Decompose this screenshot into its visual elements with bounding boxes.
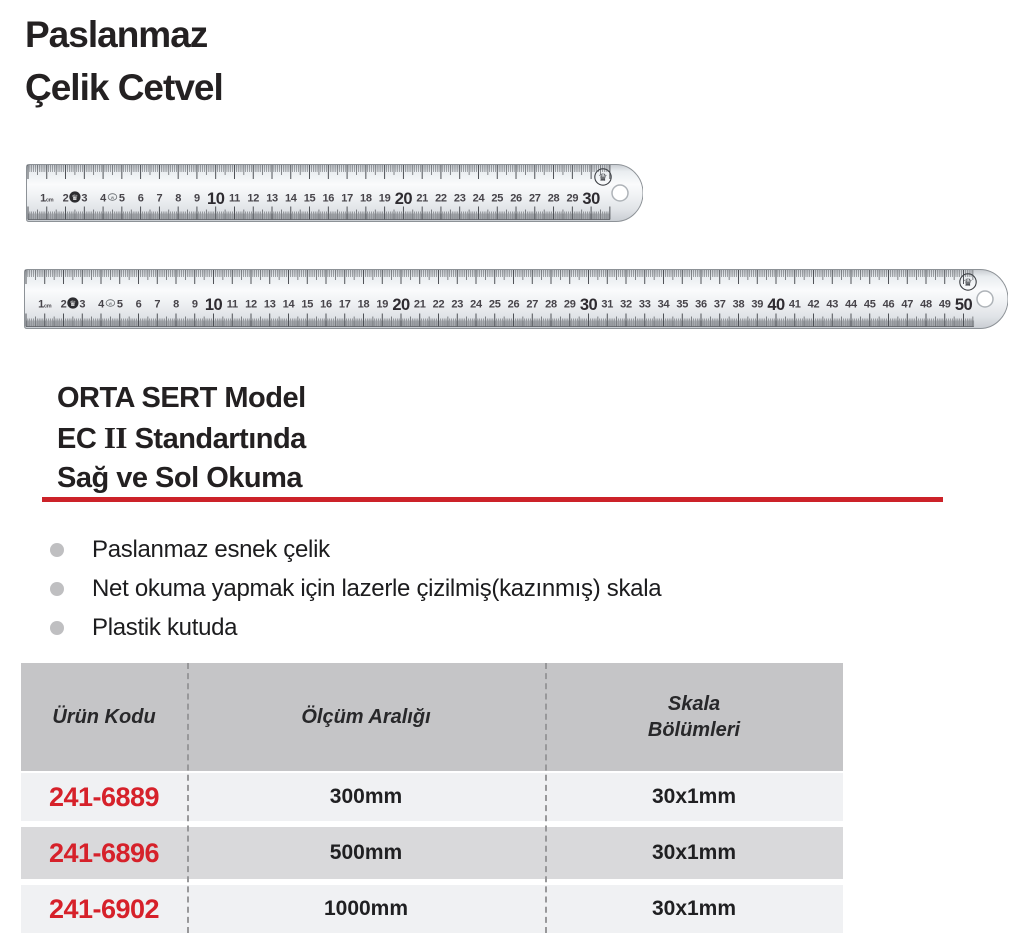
svg-text:11: 11 <box>226 298 238 311</box>
svg-text:22: 22 <box>435 192 447 205</box>
feature-list <box>50 537 661 654</box>
svg-text:16: 16 <box>322 192 335 205</box>
brand-logo-small <box>69 191 80 202</box>
scale-division: 30x1mm <box>651 841 737 864</box>
svg-text:25: 25 <box>491 192 504 205</box>
product-code: 241-6889 <box>48 781 160 812</box>
svg-text:7: 7 <box>156 192 163 205</box>
svg-text:5: 5 <box>116 298 123 311</box>
svg-text:w: w <box>110 195 115 201</box>
svg-text:8: 8 <box>175 192 182 205</box>
svg-text:35: 35 <box>676 298 689 311</box>
ruler-50cm-image <box>23 268 1008 330</box>
feature-text: Net okuma yapmak için lazerle çizilmiş(kazınmış) skala <box>92 574 662 602</box>
svg-text:♛: ♛ <box>69 298 77 308</box>
scale-division: 30x1mm <box>651 785 737 808</box>
table-row <box>21 885 843 933</box>
svg-text:25: 25 <box>488 298 501 311</box>
svg-text:♛: ♛ <box>71 192 79 202</box>
svg-text:28: 28 <box>547 192 560 205</box>
scale-division: 30x1mm <box>651 897 737 920</box>
hanging-hole <box>977 291 993 307</box>
svg-text:45: 45 <box>863 298 876 311</box>
column-header-product-code: Ürün Kodu <box>52 706 156 728</box>
feature-text: Paslanmaz esnek çelik <box>92 535 330 563</box>
svg-text:24: 24 <box>470 298 482 311</box>
page-title-line2: Çelik Cetvel <box>25 67 223 108</box>
page-title <box>25 8 223 114</box>
svg-text:43: 43 <box>826 298 839 311</box>
svg-text:20: 20 <box>394 190 413 208</box>
product-table <box>21 663 843 933</box>
svg-text:2: 2 <box>62 192 69 205</box>
svg-text:5: 5 <box>118 192 125 205</box>
svg-text:♛: ♛ <box>963 276 973 289</box>
brand-logo-small <box>67 297 78 308</box>
list-item <box>50 537 661 562</box>
svg-text:50: 50 <box>954 296 973 314</box>
svg-text:10: 10 <box>204 296 223 314</box>
svg-text:47: 47 <box>901 298 914 311</box>
column-divider <box>545 663 547 933</box>
svg-text:3: 3 <box>79 298 86 311</box>
svg-text:46: 46 <box>882 298 895 311</box>
svg-text:17: 17 <box>338 298 351 311</box>
svg-text:15: 15 <box>301 298 314 311</box>
svg-text:16: 16 <box>320 298 332 311</box>
svg-text:6: 6 <box>135 298 142 311</box>
svg-text:21: 21 <box>416 192 428 205</box>
svg-text:23: 23 <box>453 192 466 205</box>
svg-text:23: 23 <box>451 298 464 311</box>
feature-text: Plastik kutuda <box>92 613 238 641</box>
svg-text:49: 49 <box>938 298 951 311</box>
svg-text:39: 39 <box>751 298 764 311</box>
svg-text:10: 10 <box>207 190 225 208</box>
svg-text:21: 21 <box>413 298 426 311</box>
svg-text:♛: ♛ <box>598 171 608 184</box>
svg-text:7: 7 <box>154 298 161 311</box>
svg-text:w: w <box>108 301 113 307</box>
list-item <box>50 615 661 640</box>
column-header-scale-divisions <box>545 691 843 743</box>
svg-text:2: 2 <box>60 298 67 311</box>
svg-text:34: 34 <box>657 298 670 311</box>
product-code: 241-6902 <box>48 893 160 924</box>
svg-text:20: 20 <box>392 296 410 314</box>
svg-text:31: 31 <box>601 298 614 311</box>
page-title-line1: Paslanmaz <box>25 14 208 55</box>
svg-text:40: 40 <box>767 296 785 314</box>
column-divider <box>187 663 189 933</box>
product-code: 241-6896 <box>48 837 160 868</box>
svg-text:6: 6 <box>137 192 144 205</box>
svg-text:8: 8 <box>173 298 179 311</box>
svg-text:12: 12 <box>247 192 260 205</box>
svg-text:29: 29 <box>563 298 576 311</box>
svg-text:33: 33 <box>638 298 651 311</box>
svg-text:48: 48 <box>920 298 932 311</box>
svg-text:28: 28 <box>545 298 557 311</box>
column-header-scale-divisions-text: Skala Bölümleri <box>647 693 741 741</box>
svg-text:12: 12 <box>245 298 257 311</box>
model-heading-line1: ORTA SERT Model <box>57 382 306 414</box>
svg-text:9: 9 <box>194 192 200 205</box>
svg-text:27: 27 <box>526 298 539 311</box>
model-heading-line2: EC II Standartında <box>57 420 306 455</box>
hanging-hole <box>612 185 628 201</box>
svg-text:14: 14 <box>282 298 295 311</box>
svg-text:15: 15 <box>303 192 316 205</box>
svg-text:19: 19 <box>378 192 391 205</box>
svg-text:13: 13 <box>266 192 278 205</box>
table-row <box>21 773 843 821</box>
model-heading <box>57 379 306 498</box>
measure-range: 500mm <box>329 841 403 864</box>
svg-text:26: 26 <box>510 192 522 205</box>
svg-text:30: 30 <box>582 190 600 208</box>
svg-text:44: 44 <box>845 298 857 311</box>
measure-range: 300mm <box>329 785 403 808</box>
list-item <box>50 576 661 601</box>
bullet-icon <box>50 543 64 557</box>
svg-text:22: 22 <box>432 298 445 311</box>
red-divider-line <box>42 497 943 502</box>
svg-text:4: 4 <box>100 192 106 205</box>
table-row <box>21 827 843 879</box>
svg-text:29: 29 <box>566 192 579 205</box>
svg-text:37: 37 <box>713 298 726 311</box>
svg-text:18: 18 <box>357 298 370 311</box>
bullet-icon <box>50 582 64 596</box>
svg-text:1cm: 1cm <box>40 192 54 205</box>
svg-text:1cm: 1cm <box>38 298 52 311</box>
svg-text:4: 4 <box>98 298 104 311</box>
roman-numeral: II <box>103 420 127 455</box>
model-heading-line3: Sağ ve Sol Okuma <box>57 462 303 494</box>
svg-text:30: 30 <box>579 296 598 314</box>
svg-text:19: 19 <box>376 298 389 311</box>
svg-text:14: 14 <box>284 192 297 205</box>
svg-text:18: 18 <box>360 192 372 205</box>
svg-text:3: 3 <box>81 192 88 205</box>
ruler-30cm-image <box>25 163 643 223</box>
svg-text:36: 36 <box>695 298 707 311</box>
table-header-row <box>21 663 843 771</box>
bullet-icon <box>50 621 64 635</box>
svg-text:32: 32 <box>620 298 632 311</box>
column-header-measure-range: Ölçüm Aralığı <box>301 706 431 728</box>
svg-text:9: 9 <box>191 298 198 311</box>
svg-text:13: 13 <box>263 298 276 311</box>
svg-text:41: 41 <box>788 298 801 311</box>
svg-text:17: 17 <box>341 192 353 205</box>
svg-text:11: 11 <box>228 192 240 205</box>
measure-range: 1000mm <box>323 897 409 920</box>
svg-text:24: 24 <box>472 192 485 205</box>
svg-text:27: 27 <box>528 192 541 205</box>
svg-text:42: 42 <box>807 298 820 311</box>
svg-text:26: 26 <box>507 298 520 311</box>
svg-text:38: 38 <box>732 298 745 311</box>
